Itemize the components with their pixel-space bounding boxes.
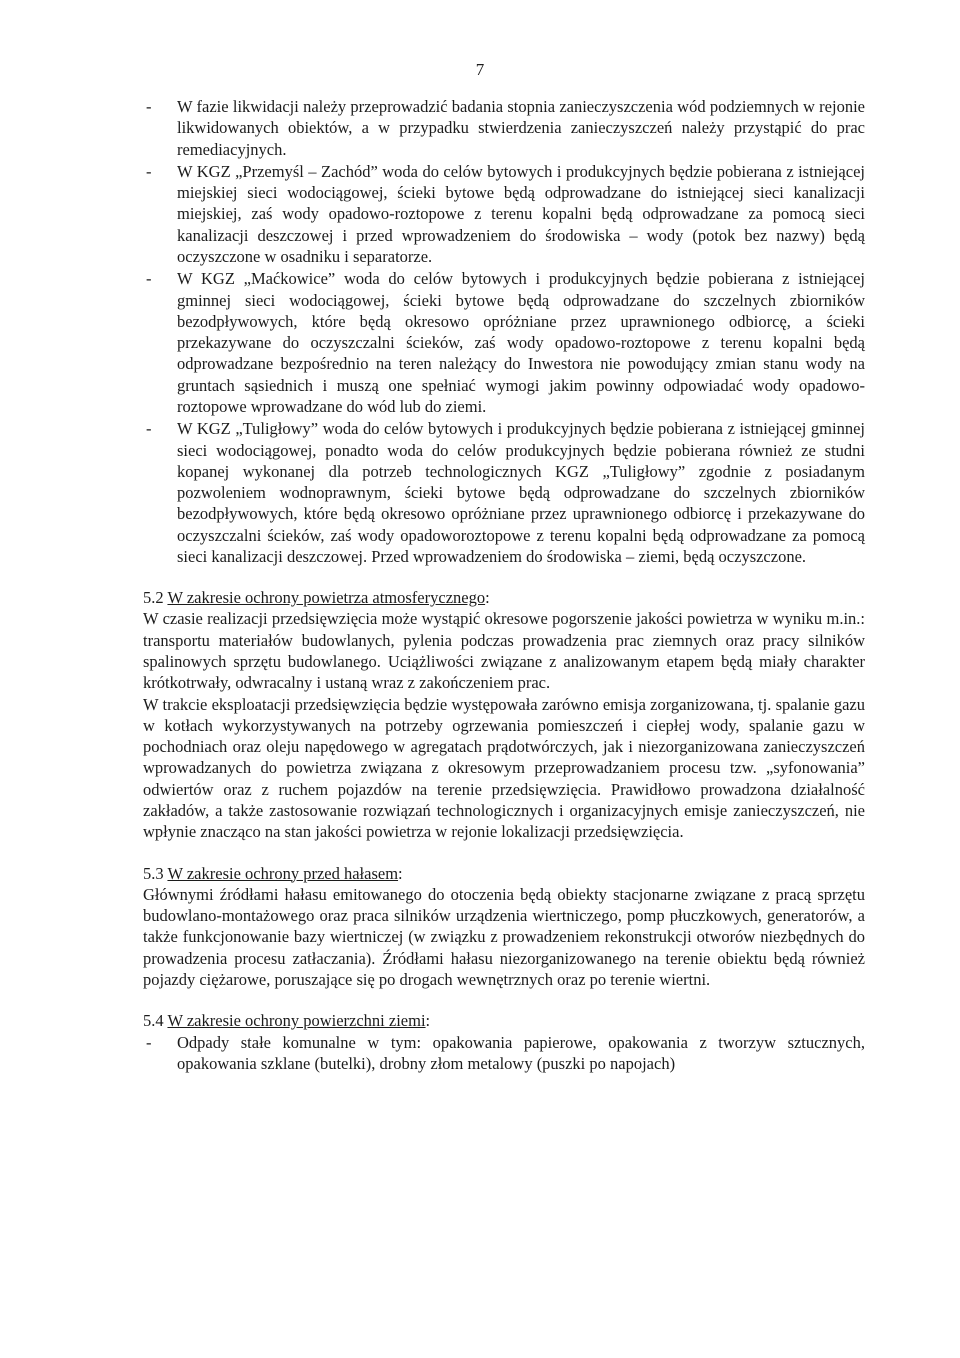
page-content xyxy=(143,96,865,1075)
section-bullet-list xyxy=(143,1032,865,1075)
section-heading xyxy=(143,1010,865,1031)
section-suffix: : xyxy=(485,588,490,608)
section-suffix: : xyxy=(425,1011,431,1031)
section-heading xyxy=(143,587,865,608)
paragraph: W czasie realizacji przedsięwzięcia może wystąpić okresowe pogorszenie jakości powietrza w wyniku m.in.: transportu materiałów budowlanych, pylenia podczas prowadzenia prac ziemnych oraz pracy silników spalinowych sprzętu budowlanego. Uciążliwości związane z analizowanym etapem będą miały charakter krótkotrwały, odwracalny i ustaną wraz z zakończeniem prac. xyxy=(143,609,865,693)
list-item: - W KGZ „Tuligłowy” woda do celów bytowych i produkcyjnych będzie pobierana z istniejącej gminnej sieci wodociągowej, ponadto woda do celów produkcyjnych będzie pobierana również ze studni kopanej wykonanej dla potrzeb technologicznych KGZ „Tuligłowy” zgodnie z posiadanym pozwoleniem wodnoprawnym, ścieki bytowe będą odprowadzane do szczelnych zbiorników bezodpływowych, które będą okresowo opróżniane przez uprawnionego odbiorcę i przekazywane do oczyszczalni ścieków, zaś wody opadoworoztopowe z terenu kopalni będą odprowadzane za pomocą sieci kanalizacji deszczowej. Przed wprowadzeniem do środowiska – ziemi, będą oczyszczone. xyxy=(143,418,865,567)
section-number: 5.3 xyxy=(143,863,164,883)
section-title: W zakresie ochrony przed hałasem xyxy=(167,863,399,883)
top-bullet-list xyxy=(143,96,865,567)
section-air-protection xyxy=(143,587,865,842)
section-title: W zakresie ochrony powietrza atmosferycznego xyxy=(167,588,486,608)
section-ground-protection xyxy=(143,1010,865,1074)
list-item: - Odpady stałe komunalne w tym: opakowania papierowe, opakowania z tworzyw sztucznych, opakowania szklane (butelki), drobny złom metalowy (puszki po napojach) xyxy=(143,1032,865,1075)
paragraph: W trakcie eksploatacji przedsięwzięcia będzie występowała zarówno emisja zorganizowana, tj. spalanie gazu w kotłach wykorzystywanych na potrzeby ogrzewania pomieszczeń i ciepłej wody, spalanie gazu w pochodniach oraz oleju napędowego w agregatach prądotwórczych, jak i niezorganizowana zanieczyszczeń wprowadzanych do powietrza związana z okresowym przeprowadzaniem procesu tzw. „syfonowania” odwiertów oraz z ruchem pojazdów na terenie przedsięwzięcia. Prawidłowo prowadzona działalność zakładów, a także zastosowanie rozwiązań technologicznych i organizacyjnych emisje zanieczyszczeń, nie wpłynie znacząco na stan jakości powietrza w rejonie lokalizacji przedsięwzięcia. xyxy=(143,694,865,842)
paragraph: Głównymi źródłami hałasu emitowanego do otoczenia będą obiekty stacjonarne związane z pracą sprzętu budowlano-montażowego oraz praca silników urządzenia wiertniczego, pomp płuczkowych, generatorów, a także funkcjonowanie bazy wiertniczej (w związku z prowadzeniem rekonstrukcji otworów niezbędnych do prowadzenia procesu zatłaczania). Źródłami hałasu niezorganizowanego na terenie obiektu będą również pojazdy ciężarowe, poruszające się po drogach wewnętrznych oraz po terenie wiertni. xyxy=(143,884,865,989)
section-number: 5.2 xyxy=(143,588,164,608)
section-suffix: : xyxy=(398,863,403,883)
list-item: - W KGZ „Maćkowice” woda do celów bytowych i produkcyjnych będzie pobierana z istniejącej gminnej sieci wodociągowej, ścieki bytowe będą odprowadzane do szczelnych zbiorników bezodpływowych, które będą okresowo opróżniane przez uprawnionego odbiorcę, a ścieki przekazywane do oczyszczalni ścieków, zaś wody opadowo-roztopowe z terenu kopalni będą odprowadzane bezpośrednio na teren należący do Inwestora nie powodujący zmian stanu wody na gruntach sąsiednich i muszą one spełniać wymogi jakim powinny odpowiadać wody opadowo-roztopowe wprowadzane do wód lub do ziemi. xyxy=(143,268,865,417)
section-noise-protection xyxy=(143,863,865,991)
section-title: W zakresie ochrony powierzchni ziemi xyxy=(167,1011,426,1031)
section-number: 5.4 xyxy=(143,1011,164,1031)
page-number: 7 xyxy=(475,60,485,79)
list-item: - W KGZ „Przemyśl – Zachód” woda do celów bytowych i produkcyjnych będzie pobierana z istniejącej miejskiej sieci wodociągowej, ścieki bytowe będą odprowadzane do istniejącej sieci kanalizacji miejskiej, zaś wody opadowo-roztopowe z terenu kopalni będą odprowadzane za pomocą sieci kanalizacji deszczowej i przed wprowadzeniem do środowiska – wody (potok bez nazwy) będą oczyszczone w osadniku i separatorze. xyxy=(143,161,865,267)
section-heading xyxy=(143,863,865,884)
list-item: - W fazie likwidacji należy przeprowadzić badania stopnia zanieczyszczenia wód podziemnych w rejonie likwidowanych obiektów, a w przypadku stwierdzenia zanieczyszczeń należy przystąpić do prac remediacyjnych. xyxy=(143,96,865,160)
